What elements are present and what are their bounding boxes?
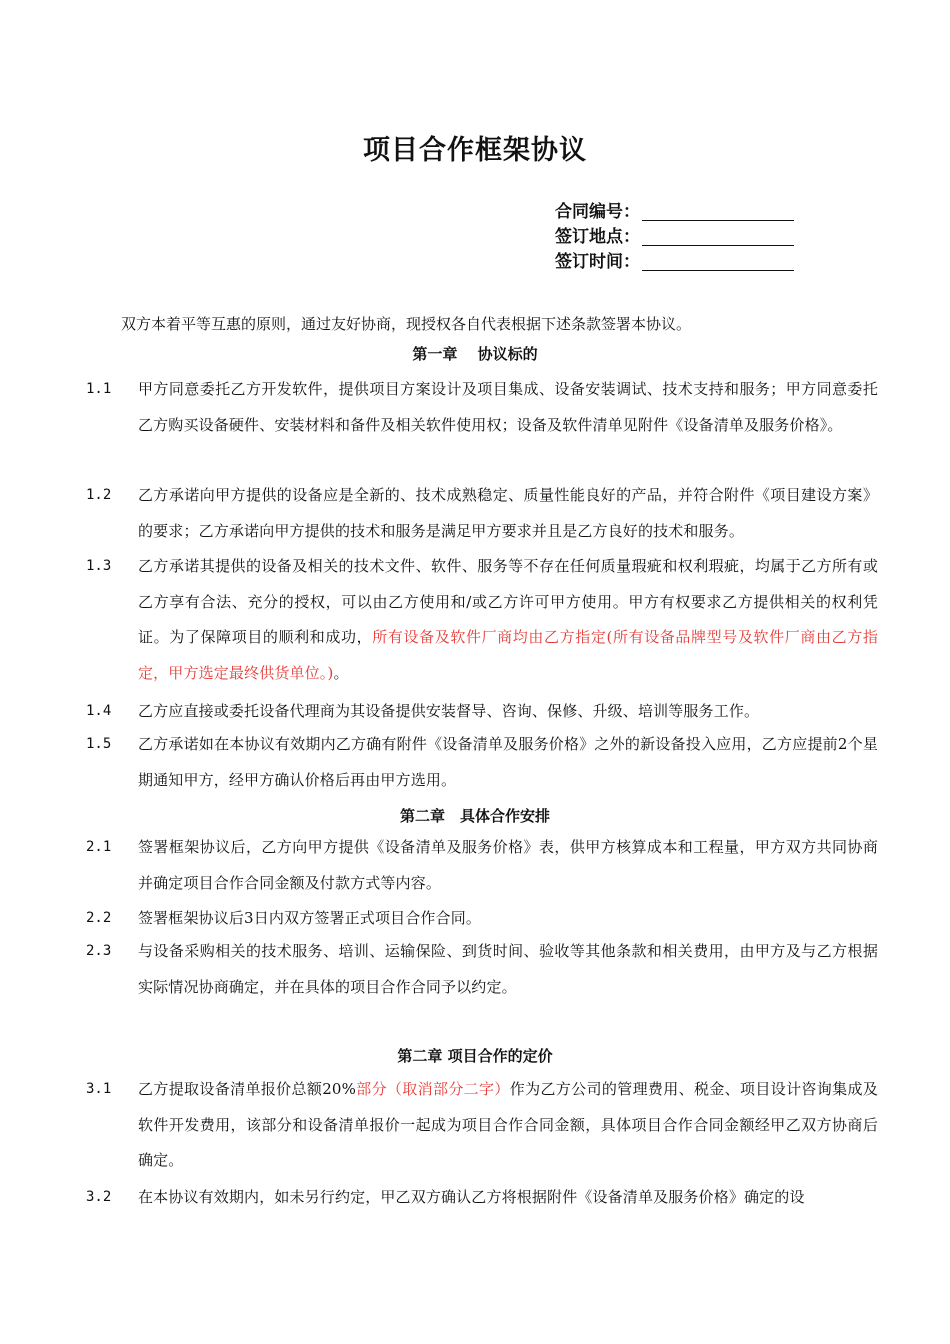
clause-text-part: 乙方提取设备清单报价总额20% — [138, 1080, 357, 1098]
contract-number-blank — [642, 204, 794, 221]
clause-number: 1.1 — [86, 381, 112, 397]
clause-text: 乙方承诺如在本协议有效期内乙方确有附件《设备清单及服务价格》之外的新设备投入应用，乙方应提前2个星期通知甲方，经甲方确认价格后再由甲方选用。 — [138, 735, 878, 789]
clause-number: 2.3 — [86, 943, 112, 959]
red-annotation: 部分（取消部分二字） — [356, 1080, 510, 1098]
clause-text-part: 乙方承诺其提供的设备及相关的技术文件、软件、服务等不存在任何质量瑕疵和权利瑕疵，均属于乙方所有或乙方享有合法、充分的授权，可以由乙方使用和/或乙方许可甲方使用。甲方有权要求乙方提供相关的权利凭证。为了保障项目的顺利和成功， — [138, 557, 878, 646]
clause-1-5 — [86, 727, 876, 798]
document-title: 项目合作框架协议 — [363, 135, 587, 166]
contract-meta-block — [555, 200, 815, 275]
signing-time-blank — [642, 254, 794, 271]
clause-text: 甲方同意委托乙方开发软件，提供项目方案设计及项目集成、设备安装调试、技术支持和服务；甲方同意委托乙方购买设备硬件、安装材料和备件及相关软件使用权；设备及软件清单见附件《设备清单及服务价格》。 — [138, 380, 878, 434]
contract-number-row — [555, 200, 815, 225]
signing-place-blank — [642, 229, 794, 246]
clause-text: 在本协议有效期内，如未另行约定，甲乙双方确认乙方将根据附件《设备清单及服务价格》确定的设 — [138, 1188, 805, 1206]
clause-number: 1.3 — [86, 558, 112, 574]
clause-text: 签署框架协议后，乙方向甲方提供《设备清单及服务价格》表，供甲方核算成本和工程量，甲方双方共同协商并确定项目合作合同金额及付款方式等内容。 — [138, 838, 878, 892]
clause-1-2 — [86, 478, 876, 549]
clause-2-3 — [86, 934, 876, 1005]
clause-1-1 — [86, 372, 876, 443]
clause-1-3 — [86, 549, 876, 691]
clause-number: 2.2 — [86, 910, 112, 926]
clause-number: 2.1 — [86, 839, 112, 855]
clause-text: 乙方应直接或委托设备代理商为其设备提供安装督导、咨询、保修、升级、培训等服务工作。 — [138, 702, 760, 720]
clause-text-part: 。 — [333, 663, 349, 682]
clause-1-4 — [86, 694, 876, 730]
clause-2-2 — [86, 901, 876, 937]
clause-text: 与设备采购相关的技术服务、培训、运输保险、到货时间、验收等其他条款和相关费用，由甲方及与乙方根据实际情况协商确定，并在具体的项目合作合同予以约定。 — [138, 942, 878, 996]
clause-text: 签署框架协议后3日内双方签署正式项目合作合同。 — [138, 909, 481, 927]
clause-text — [138, 549, 878, 691]
clause-text — [138, 1072, 878, 1179]
clause-2-1 — [86, 830, 876, 901]
clause-number: 3.1 — [86, 1081, 112, 1097]
intro-paragraph: 双方本着平等互惠的原则，通过友好协商，现授权各自代表根据下述条款签署本协议。 — [121, 315, 692, 333]
chapter-2-heading: 第二章 具体合作安排 — [399, 807, 550, 825]
clause-text: 乙方承诺向甲方提供的设备应是全新的、技术成熟稳定、质量性能良好的产品，并符合附件《项目建设方案》的要求；乙方承诺向甲方提供的技术和服务是满足甲方要求并且是乙方良好的技术和服务。 — [138, 486, 878, 540]
clause-3-2 — [86, 1180, 876, 1216]
chapter-3-heading: 第二章 项目合作的定价 — [397, 1047, 553, 1065]
clause-number: 1.2 — [86, 487, 112, 503]
signing-place-label: 签订地点： — [555, 227, 640, 247]
clause-number: 3.2 — [86, 1189, 112, 1205]
signing-place-row — [555, 225, 815, 250]
signing-time-label: 签订时间： — [555, 252, 640, 272]
clause-number: 1.4 — [86, 703, 112, 719]
signing-time-row — [555, 250, 815, 275]
clause-number: 1.5 — [86, 736, 112, 752]
chapter-1-heading: 第一章 协议标的 — [412, 345, 538, 363]
clause-3-1 — [86, 1072, 876, 1179]
clause-text-part: 作为乙方公司的管理费用、税金、项目设计咨询集成及软件开发费用，该部分和设备清单报价一起成为项目合作合同金额，具体项目合作合同金额经甲乙双方协商后确定。 — [138, 1080, 878, 1169]
contract-number-label: 合同编号： — [555, 202, 640, 222]
red-annotation: 所有设备及软件厂商均由乙方指定(所有设备品牌型号及软件厂商由乙方指定，甲方选定最终供货单位。) — [138, 628, 878, 682]
